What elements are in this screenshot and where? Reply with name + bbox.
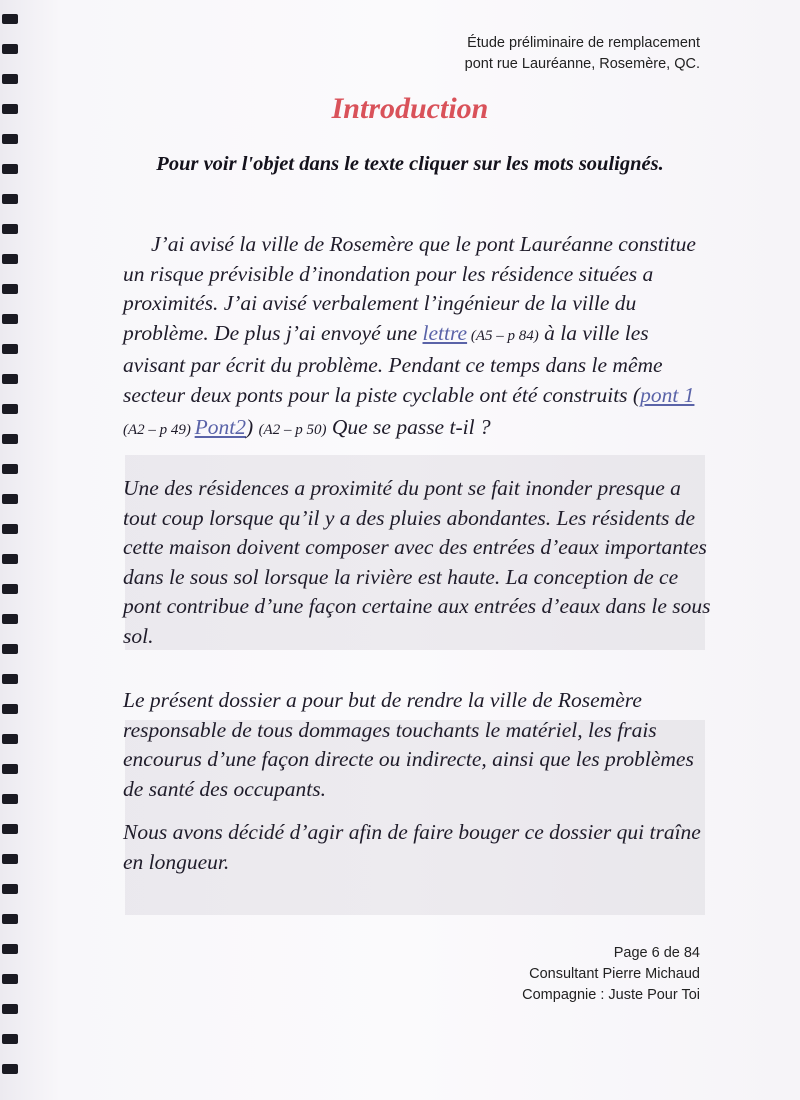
binding-hole — [2, 344, 18, 354]
paragraph-1-text-a: J’ai avisé la ville de Rosemère que le pont Lauréanne constitue un risque prévisible d’inondation pour les résidence situées a proximités. J’ai avisé verbalement l’ingénieur de la ville du problème. De plus j’ai envoyé une — [123, 232, 696, 345]
binding-hole — [2, 14, 18, 24]
paragraph-2: Une des résidences a proximité du pont se fait inonder presque a tout coup lorsque qu’il y a des pluies abondantes. Les résidents de cette maison doivent composer avec des entrées d’eaux importantes dans le sous sol lorsque la rivière est haute. La conception de ce pont contribue d’une façon certaine aux entrées d’eaux dans le sous sol. — [123, 476, 711, 648]
spiral-binding — [0, 10, 22, 1090]
binding-hole — [2, 554, 18, 564]
binding-hole — [2, 764, 18, 774]
binding-hole — [2, 494, 18, 504]
binding-hole — [2, 404, 18, 414]
document-header — [465, 33, 700, 75]
binding-hole — [2, 974, 18, 984]
binding-hole — [2, 1004, 18, 1014]
pont2-reference: (A2 – p 50) — [258, 422, 327, 438]
binding-hole — [2, 524, 18, 534]
paragraph-4: Nous avons décidé d’agir afin de faire bouger ce dossier qui traîne en longueur. — [123, 820, 701, 874]
binding-hole — [2, 704, 18, 714]
page-number: Page 6 de 84 — [613, 945, 700, 961]
binding-hole — [2, 884, 18, 894]
binding-hole — [2, 644, 18, 654]
binding-hole — [2, 674, 18, 684]
binding-hole — [2, 254, 18, 264]
binding-hole — [2, 794, 18, 804]
binding-hole — [2, 164, 18, 174]
pont1-reference: (A2 – p 49) — [123, 422, 195, 438]
binding-hole — [2, 1034, 18, 1044]
binding-hole — [2, 374, 18, 384]
header-line-2: pont rue Lauréanne, Rosemère, QC. — [464, 56, 700, 72]
instruction-subtitle: Pour voir l'objet dans le texte cliquer sur les mots soulignés. — [156, 153, 664, 175]
binding-hole — [2, 584, 18, 594]
binding-hole — [2, 1064, 18, 1074]
footer-consultant: Consultant Pierre Michaud — [529, 966, 700, 982]
lettre-link[interactable]: lettre — [422, 320, 468, 345]
binding-hole — [2, 194, 18, 204]
binding-hole — [2, 464, 18, 474]
binding-hole — [2, 314, 18, 324]
binding-hole — [2, 224, 18, 234]
binding-hole — [2, 944, 18, 954]
binding-hole — [2, 74, 18, 84]
paragraph-1 — [123, 230, 713, 446]
binding-hole — [2, 824, 18, 834]
binding-hole — [2, 134, 18, 144]
document-footer — [522, 943, 700, 1006]
lettre-reference: (A5 – p 84) — [467, 327, 539, 344]
page-title: Introduction — [331, 92, 489, 125]
binding-hole — [2, 914, 18, 924]
binding-hole — [2, 284, 18, 294]
paragraph-1-text-d: Que se passe t-il ? — [326, 415, 491, 439]
footer-company: Compagnie : Juste Pour Toi — [522, 987, 700, 1003]
paragraph-1-text-c: ) — [246, 415, 259, 439]
header-line-1: Étude préliminaire de remplacement — [467, 35, 700, 51]
binding-hole — [2, 434, 18, 444]
paragraph-3: Le présent dossier a pour but de rendre la ville de Rosemère responsable de tous dommages touchants le matériel, les frais encourus d’une façon directe ou indirecte, ainsi que les problèmes de santé des occupants. — [123, 688, 694, 801]
binding-hole — [2, 854, 18, 864]
pont2-link[interactable]: Pont2 — [194, 415, 247, 439]
pont1-link[interactable]: pont 1 — [640, 382, 695, 407]
binding-hole — [2, 614, 18, 624]
paragraph-1-text-b: à la ville les avisant par écrit du problème. Pendant ce temps dans le même secteur deux ponts pour la piste cyclable ont été construits ( — [123, 320, 663, 407]
binding-hole — [2, 44, 18, 54]
binding-hole — [2, 734, 18, 744]
